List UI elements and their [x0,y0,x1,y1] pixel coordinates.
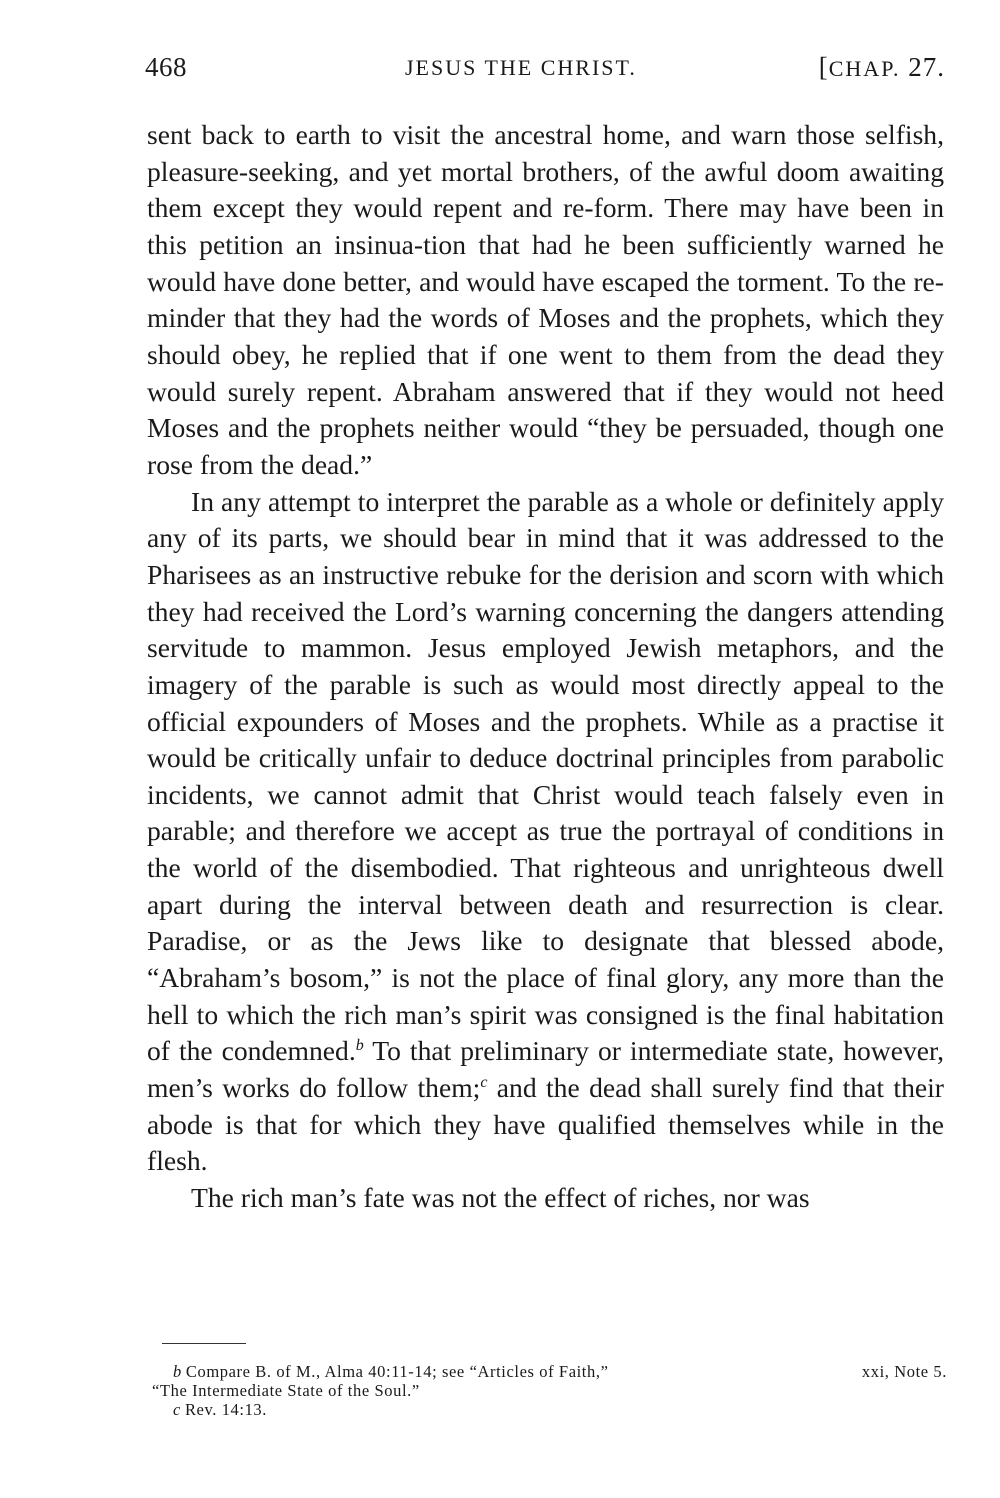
paragraph-2-text: In any attempt to interpret the parable as a whole or definitely apply any of its parts, we should bear in mind that it was addressed to the Pharisees as an instructive rebuke for the derision and scorn with which they had received the Lord’s warning concerning the dangers attending servitude to mammon. Jesus employed Jewish metaphors, and the imagery of the parable is such as would most directly appeal to the official expounders of Moses and the prophets. While as a practise it would be critically unfair to deduce doctrinal principles from parabolic incidents, we cannot admit that Christ would teach falsely even in parable; and therefore we accept as true the portrayal of conditions in the world of the disembodied. That righteous and unrighteous dwell apart during the interval between death and resurrection is clear. Paradise, or as the Jews like to designate that blessed abode, “Abraham’s bosom,” is not the place of final glory, any more than the hell to which the rich man’s spirit was consigned is the final habitation of the condemned. [147,485,944,1067]
running-title: JESUS THE CHRIST. [405,55,637,80]
page-header [145,52,945,92]
footnote-c [152,1400,947,1419]
footnote-divider [162,1343,246,1344]
chapter-reference [819,52,945,83]
paragraph-2-text-3: and the dead shall surely find that their abode is that for which they have qualified themselves while in the flesh. [147,1072,944,1177]
footnote-ref-b: b [355,1037,364,1055]
footnote-c-text: Rev. 14:13. [184,1400,268,1419]
chapter-label: CHAP. [828,56,901,81]
footnote-b-text: Compare B. of M., Alma 40:11-14; see “Articles of Faith,” [185,1362,609,1381]
footnote-b-mark: b [173,1362,182,1381]
footnote-c-mark: c [173,1400,181,1419]
paragraph-3: The rich man’s fate was not the effect of riches, nor was [191,1182,810,1214]
footnote-b [152,1362,947,1400]
footnote-b-line-1 [152,1362,947,1381]
footnote-b-text-end: xxi, Note 5. [861,1362,947,1381]
paragraph-1: sent back to earth to visit the ancestral home, and warn those selfish, pleasure-seeking, and yet mortal brothers, of the awful doom awaiting them except they would repent and re-form. There may have been in this petition an insinua-tion that had he been sufficiently warned he would have done better, and would have escaped the torment. To the re-minder that they had the words of Moses and the prophets, which they should obey, he replied that if one went to them from the dead they would surely repent. Abraham answered that if they would not heed Moses and the prophets neither would “they be persuaded, though one rose from the dead.” [147,119,944,480]
footnote-b-line-2: “The Intermediate State of the Soul.” [152,1381,420,1400]
chapter-number: 27. [908,52,945,82]
footnotes [152,1362,947,1419]
paragraph-2 [147,484,944,1180]
paragraph-2-text-2: To that preliminary or intermediate state, however, men’s works do follow them; [147,1035,944,1104]
body-text [147,117,944,1217]
page-number: 468 [145,52,187,82]
chapter-bracket: [ [818,52,829,82]
footnote-ref-c: c [480,1074,488,1092]
